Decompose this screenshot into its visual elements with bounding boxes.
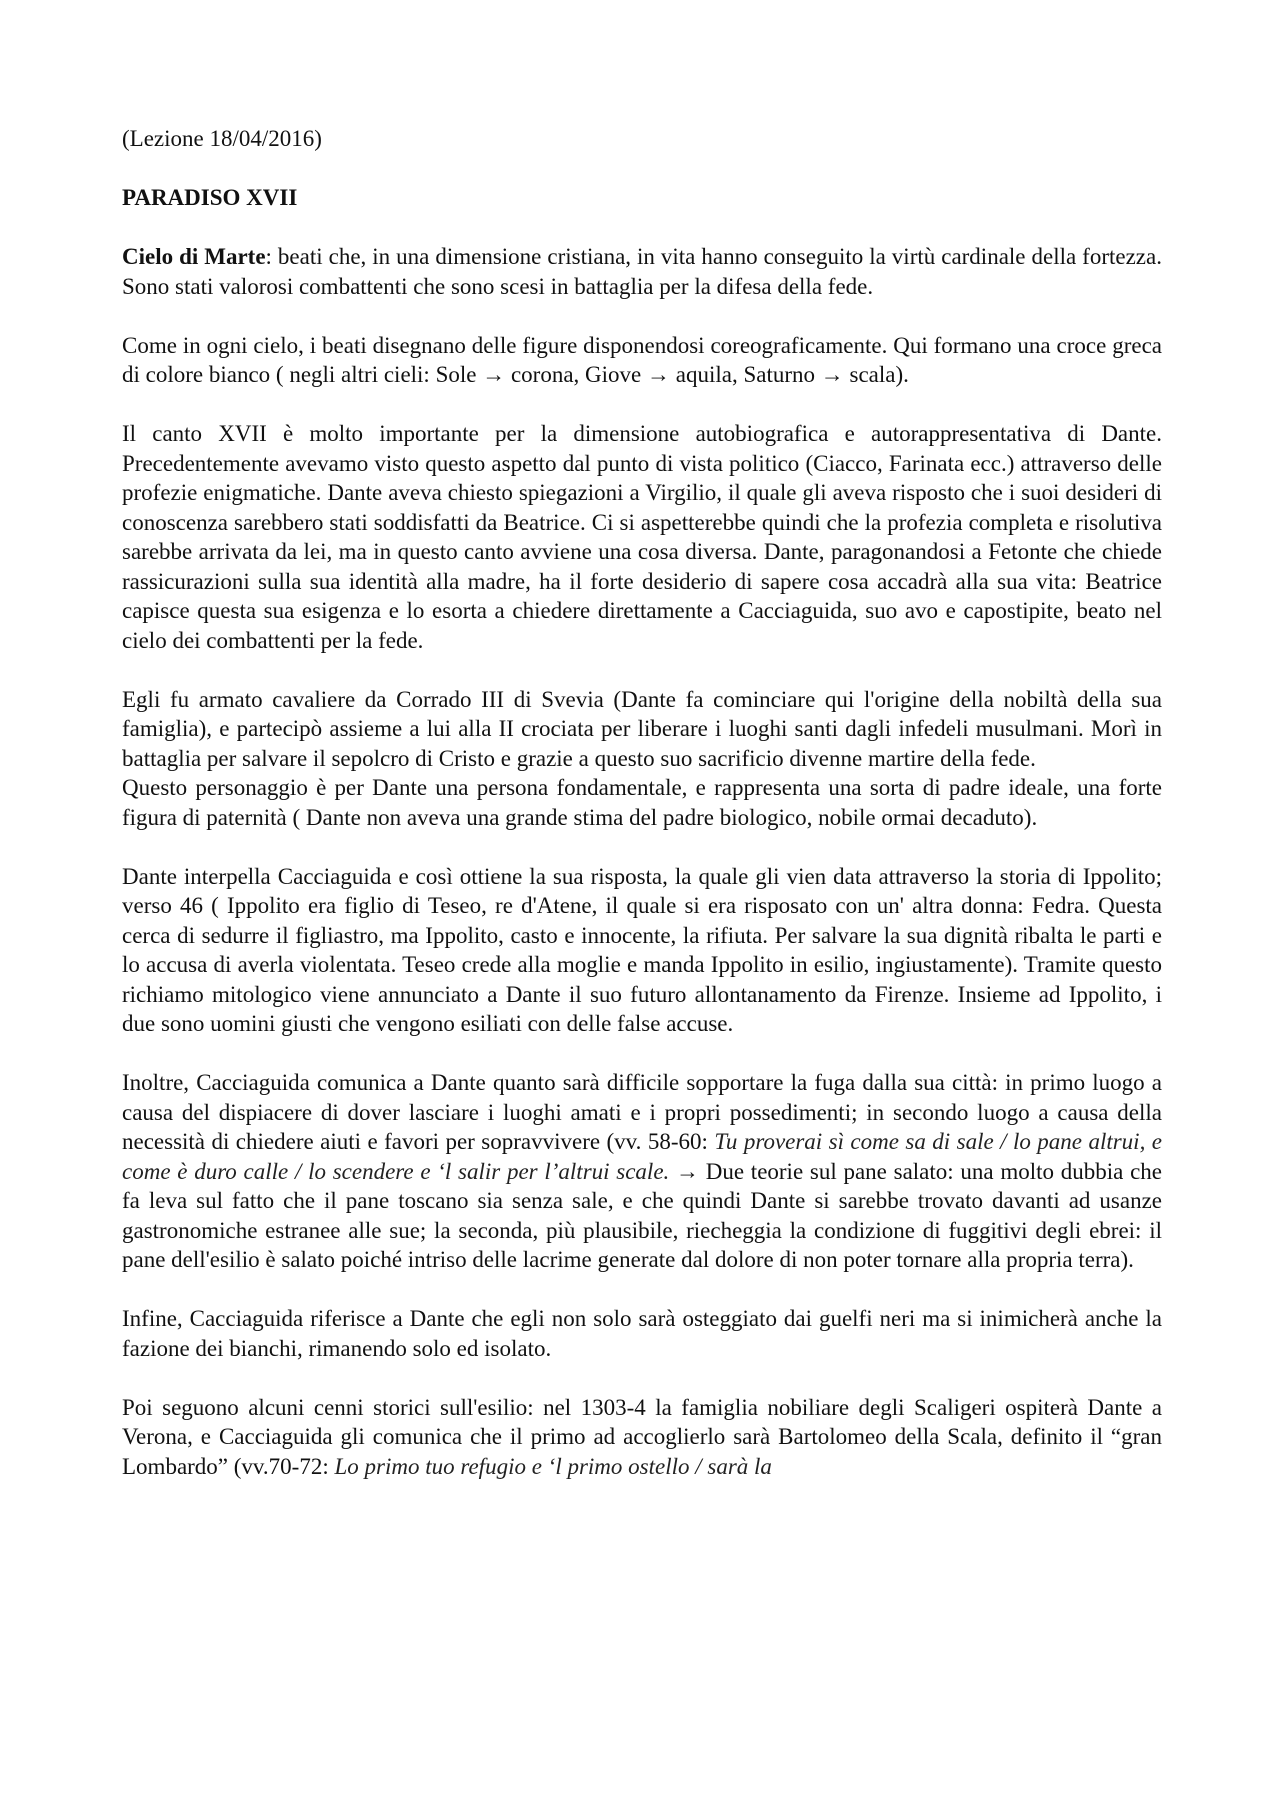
- paragraph-text: → Due teorie sul pane salato: una molto dubbia che fa leva sul fatto che il pane toscano sia senza sale, e che quindi Dante si sarebbe trovato davanti ad usanze gastronomiche estranee alle sue; la seconda, più plausibile, riecheggia la condizione di fuggitivi degli ebrei: il pane dell'esilio è salato poiché intriso delle lacrime generate dal dolore di non poter tornare alla propria terra).: [122, 1158, 1162, 1272]
- paragraph-scaligeri: [122, 1393, 1162, 1482]
- quote-verses-70-72: Lo primo tuo refugio e ‘l primo ostello / sarà la: [334, 1453, 772, 1479]
- lecture-date: (Lezione 18/04/2016): [122, 126, 322, 151]
- paragraph-cielo-di-marte: [122, 242, 1162, 301]
- paragraph-ippolito: Dante interpella Cacciaguida e così ottiene la sua risposta, la quale gli vien data attraverso la storia di Ippolito; verso 46 ( Ippolito era figlio di Teseo, re d'Atene, il quale si era risposato con un' altra donna: Fedra. Questa cerca di sedurre il figliastro, ma Ippolito, casto e innocente, la rifiuta. Per salvare la sua dignità ribalta le parti e lo accusa di averla violentata. Teseo crede alla moglie e manda Ippolito in esilio, ingiustamente). Tramite questo richiamo mitologico viene annunciato a Dante il suo futuro allontanamento da Firenze. Insieme ad Ippolito, i due sono uomini giusti che vengono esiliati con delle false accuse.: [122, 863, 1162, 1036]
- term-cielo-di-marte: Cielo di Marte: [122, 244, 266, 269]
- paragraph-cacciaguida-cavaliere: Egli fu armato cavaliere da Corrado III di Svevia (Dante fa cominciare qui l'origine della nobiltà della sua famiglia), e partecipò assieme a lui alla II crociata per liberare i luoghi santi dagli infedeli musulmani. Morì in battaglia per salvare il sepolcro di Cristo e grazie a questo suo sacrificio divenne martire della fede.: [122, 686, 1162, 771]
- paragraph-text: Poi seguono alcuni cenni storici sull'esilio: nel 1303-4 la famiglia nobiliare degli Scaligeri ospiterà Dante a Verona, e Cacciaguida gli comunica che il primo ad accoglierlo sarà Bartolomeo della Scala, definito il “gran Lombardo” (vv.70-72:: [122, 1394, 1162, 1479]
- paragraph-canto-xvii: Il canto XVII è molto importante per la dimensione autobiografica e autorappresentativa di Dante. Precedentemente avevamo visto questo aspetto dal punto di vista politico (Ciacco, Farinata ecc.) attraverso delle profezie enigmatiche. Dante aveva chiesto spiegazioni a Virgilio, il quale gli aveva risposto che i suoi desideri di conoscenza sarebbero stati soddisfatti da Beatrice. Ci si aspetterebbe quindi che la profezia completa e risolutiva sarebbe arrivata da lei, ma in questo canto avviene una cosa diversa. Dante, paragonandosi a Fetonte che chiede rassicurazioni sulla sua identità alla madre, ha il forte desiderio di sapere cosa accadrà alla sua vita: Beatrice capisce questa sua esigenza e lo esorta a chiedere direttamente a Cacciaguida, suo avo e capostipite, beato nel cielo dei combattenti per la fede.: [122, 421, 1162, 653]
- paragraph-esilio-pane: [122, 1068, 1162, 1275]
- document-title: PARADISO XVII: [122, 185, 298, 210]
- paragraph-text: Inoltre, Cacciaguida comunica a Dante quanto sarà difficile sopportare la fuga dalla sua città: in primo luogo a causa del dispiacere di dover lasciare i luoghi amati e i propri possedimenti; in secondo luogo a causa della necessità di chiedere aiuti e favori per sopravvivere (vv. 58-60:: [122, 1070, 1162, 1154]
- paragraph-text: : beati che, in una dimensione cristiana, in vita hanno conseguito la virtù cardinale della fortezza. Sono stati valorosi combattenti che sono scesi in battaglia per la difesa della fede.: [122, 244, 1162, 299]
- paragraph-guelfi: Infine, Cacciaguida riferisce a Dante che egli non solo sarà osteggiato dai guelfi neri ma si inimicherà anche la fazione dei bianchi, rimanendo solo ed isolato.: [122, 1306, 1162, 1361]
- document-page: [122, 124, 1162, 1511]
- paragraph-figure-beati: Come in ogni cielo, i beati disegnano delle figure disponendosi coreograficamente. Qui formano una croce greca di colore bianco ( negli altri cieli: Sole → corona, Giove → aquila, Saturno → scala).: [122, 332, 1162, 387]
- paragraph-padre-ideale: Questo personaggio è per Dante una persona fondamentale, e rappresenta una sorta di padre ideale, una forte figura di paternità ( Dante non aveva una grande stima del padre biologico, nobile ormai decaduto).: [122, 775, 1162, 830]
- quote-verses-58-60: Tu proverai sì come sa di sale / lo pane altrui, e come è duro calle / lo scendere e ‘l salir per l’altrui scale.: [122, 1129, 1162, 1184]
